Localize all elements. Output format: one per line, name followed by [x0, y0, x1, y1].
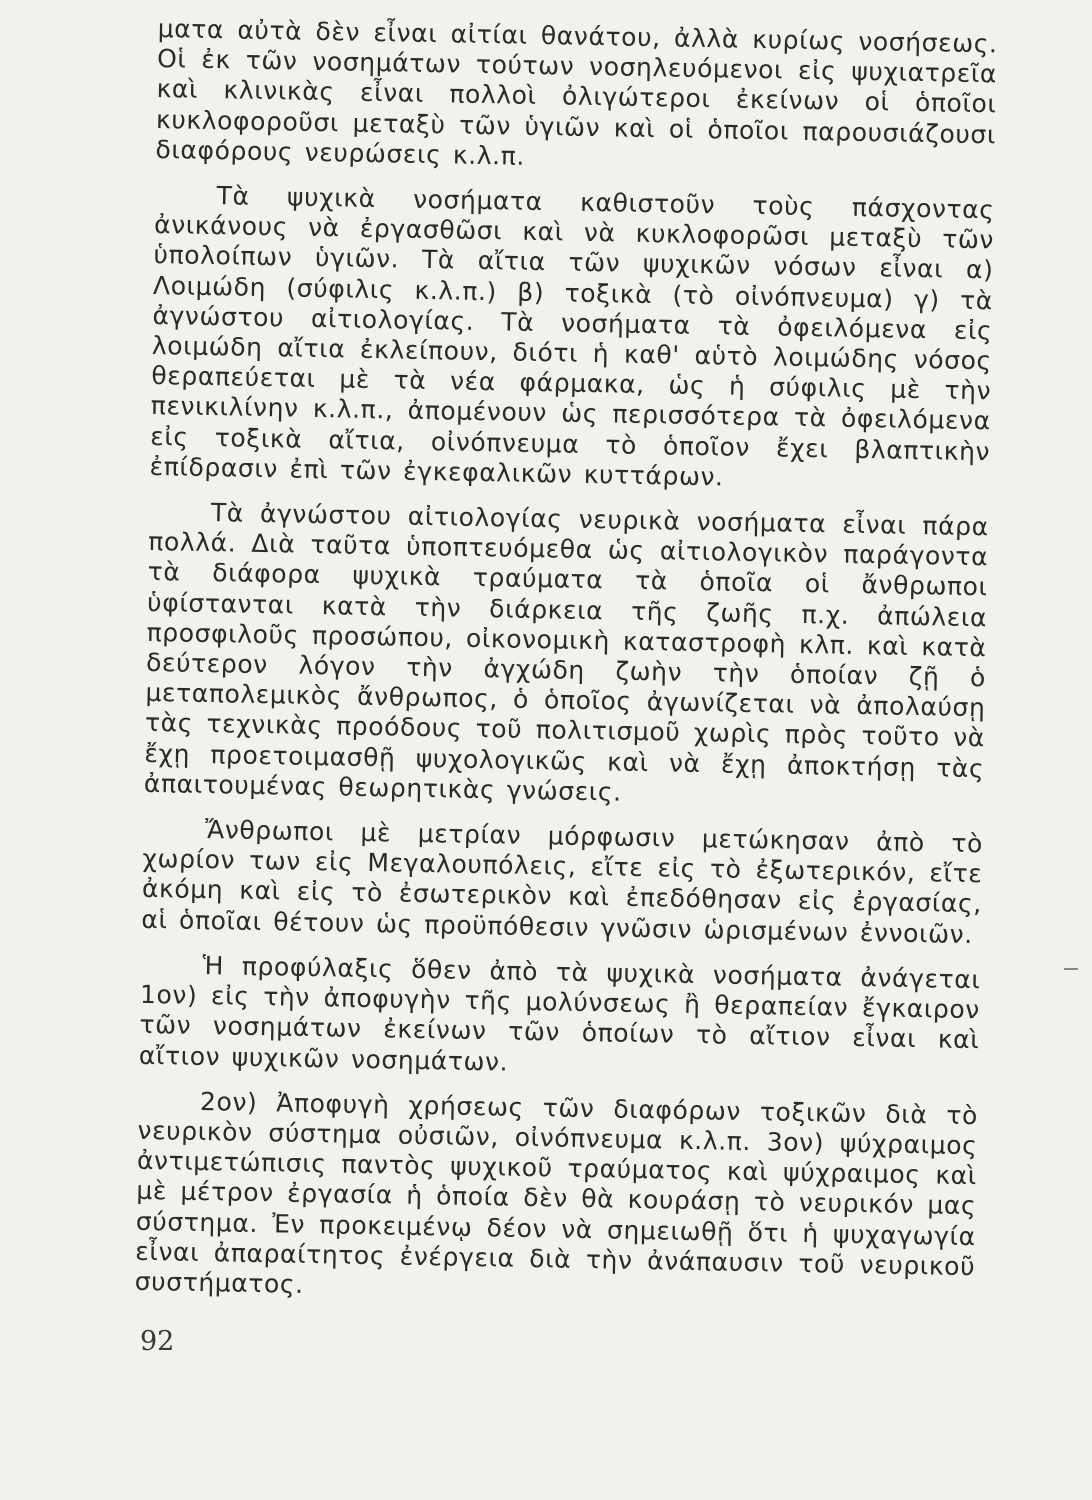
paragraph-mental-illness-causes: Τὰ ψυχικὰ νοσήματα καθιστοῦν τοὺς πάσχοντας ἀνικάνους νὰ ἐργασθῶσι καὶ νὰ κυκλοφορῶσι μεταξὺ τῶν ὑπολοίπων ὑγιῶν. Τὰ αἴτια τῶν ψυχικῶν νόσων εἶναι α) Λοιμώδη (σύφιλις κ.λ.π.) β) τοξικὰ (τὸ οἰνόπνευμα) γ) τὰ ἀγνώστου αἰτιολογίας. Τὰ νοσήματα τὰ ὀφειλόμενα εἰς λοιμώδη αἴτια ἐκλείπουν, διότι ἡ καθ' αὑτὸ λοιμώδης νόσος θεραπεύεται μὲ τὰ νέα φάρμακα, ὡς ἡ σύφιλις μὲ τὴν πενικιλίνην κ.λ.π., ἀπομένουν ὡς περισσότερα τὰ ὀφειλόμενα εἰς τοξικὰ αἴτια, οἰνόπνευμα τὸ ὁποῖον ἔχει βλαπτικὴν ἐπίδρασιν ἐπὶ τῶν ἐγκεφαλικῶν κυττάρων. — [149, 181, 995, 492]
margin-mark — [1064, 968, 1078, 970]
paragraph-prevention-first: Ἡ προφύλαξις ὅθεν ἀπὸ τὰ ψυχικὰ νοσήματα ἀνάγεται 1ον) εἰς τὴν ἀποφυγὴν τῆς μολύνσεως ἢ θεραπείαν ἔγκαιρον τῶν νοσημάτων ἐκείνων τῶν ὁποίων τὸ αἴτιον εἶναι καὶ αἴτιον ψυχικῶν νοσημάτων. — [138, 950, 981, 1077]
page-number: 92 — [140, 1326, 175, 1357]
paragraph-continuation: ματα αὐτὰ δὲν εἶναι αἰτίαι θανάτου, ἀλλὰ κυρίως νοσήσεως. Οἱ ἐκ τῶν νοσημάτων τούτων νοσηλευόμενοι εἰς ψυχιατρεῖα καὶ κλινικὰς εἶναι πολλοὶ ὀλιγώτεροι ἐκείνων οἱ ὁποῖοι κυκλοφοροῦσι μεταξὺ τῶν ὑγιῶν καὶ οἱ ὁποῖοι παρουσιάζουσι διαφόρους νευρώσεις κ.λ.π. — [155, 14, 998, 171]
paragraph-unknown-etiology: Τὰ ἀγνώστου αἰτιολογίας νευρικὰ νοσήματα εἶναι πάρα πολλά. Διὰ ταῦτα ὑποπτευόμεθα ὡς αἰτιολογικὸν παράγοντα τὰ διάφορα ψυχικὰ τραύματα τὰ ὁποῖα οἱ ἄνθρωποι ὑφίστανται κατὰ τὴν διάρκεια τῆς ζωῆς π.χ. ἀπώλεια προσφιλοῦς προσώπου, οἰκονομικὴ καταστροφὴ κλπ. καὶ κατὰ δεύτερον λόγον τὴν ἀγχώδη ζωὴν τὴν ὁποίαν ζῇ ὁ μεταπολεμικὸς ἄνθρωπος, ὁ ὁποῖος ἀγωνίζεται νὰ ἀπολαύσῃ τὰς τεχνικὰς προόδους τοῦ πολιτισμοῦ χωρὶς πρὸς τοῦτο νὰ ἔχῃ προετοιμασθῇ ψυχολογικῶς καὶ νὰ ἔχῃ ἀποκτήσῃ τὰς ἀπαιτουμένας θεωρητικὰς γνώσεις. — [143, 498, 990, 807]
body-text — [134, 14, 998, 1327]
paragraph-migration: Ἄνθρωποι μὲ μετρίαν μόρφωσιν μετώκησαν ἀπὸ τὸ χωρίον των εἰς Μεγαλουπόλεις, εἴτε εἰς τὸ ἐξωτερικόν, εἴτε ἀκόμη καὶ εἰς τὸ ἐσωτερικὸν καὶ ἐπεδόθησαν εἰς ἐργασίας, αἱ ὁποῖαι θέτουν ὡς προϋπόθεσιν γνῶσιν ὡρισμένων ἐννοιῶν. — [141, 815, 984, 949]
paragraph-prevention-second-third: 2ον) Ἀποφυγὴ χρήσεως τῶν διαφόρων τοξικῶν διὰ τὸ νευρικὸν σύστημα οὐσιῶν, οἰνόπνευμα κ.λ.π. 3ον) ψύχραιμος ἀντιμετώπισις παντὸς ψυχικοῦ τραύματος καὶ ψύχραιμος καὶ μὲ μέτρον ἐργασία ἡ ὁποία δὲν θὰ κουράσῃ τὸ νευρικόν μας σύστημα. Ἐν προκειμένῳ δέον νὰ σημειωθῇ ὅτι ἡ ψυχαγωγία εἶναι ἀπαραίτητος ἐνέργεια διὰ τὴν ἀνάπαυσιν τοῦ νευρικοῦ συστήματος. — [134, 1086, 979, 1299]
